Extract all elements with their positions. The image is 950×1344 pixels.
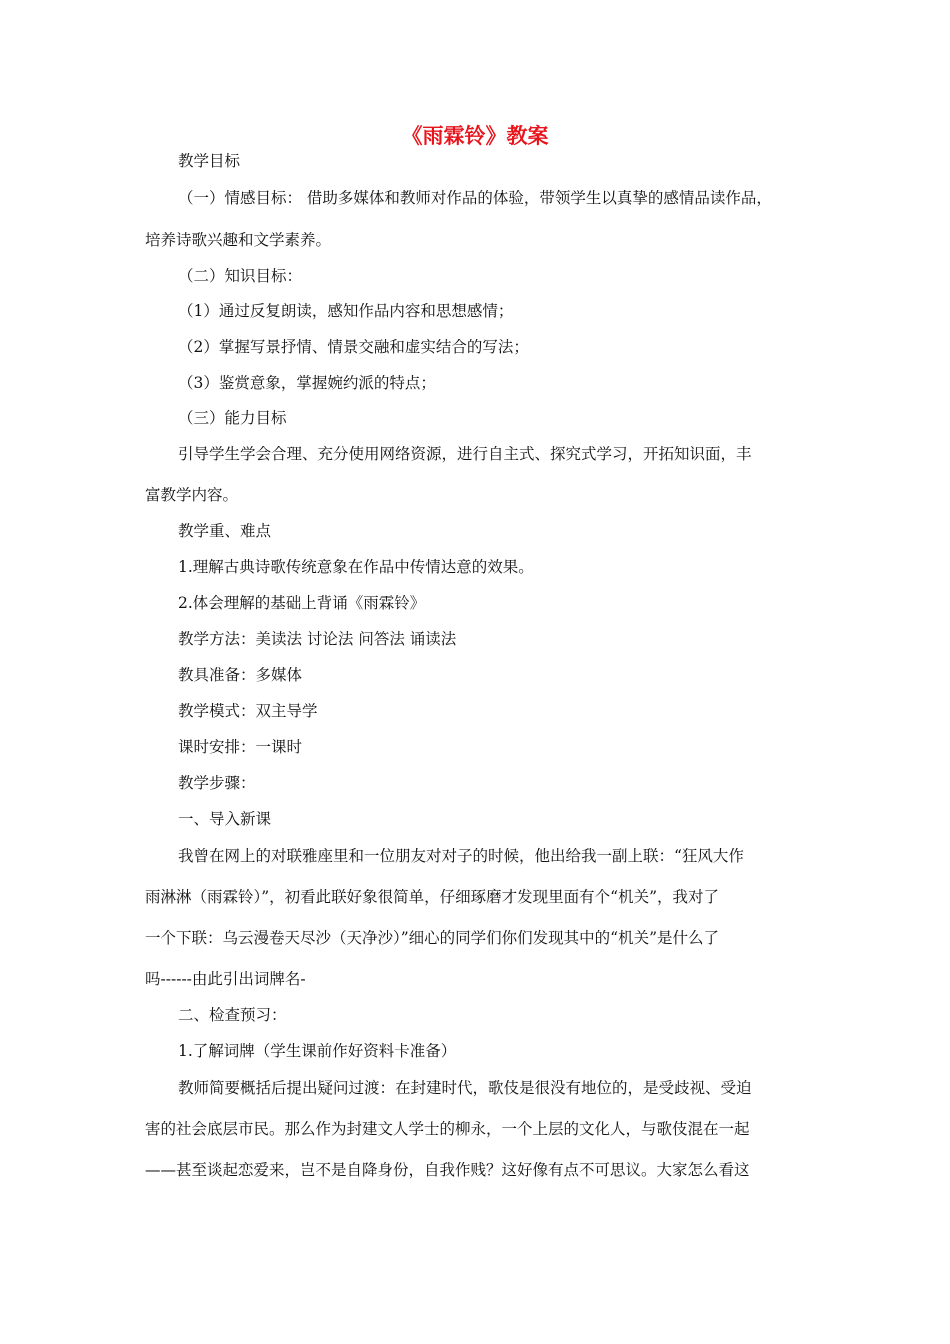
paragraph-line: 教师简要概括后提出疑问过渡：在封建时代，歌伎是很没有地位的，是受歧视、受迫 xyxy=(178,1079,752,1097)
heading-key-points: 教学重、难点 xyxy=(178,522,272,540)
paragraph-line: 害的社会底层市民。那么作为封建文人学士的柳永，一个上层的文化人，与歌伎混在一起 xyxy=(145,1120,750,1138)
paragraph-line: 课时安排：一课时 xyxy=(178,738,303,756)
section-heading: 一、导入新课 xyxy=(178,810,272,828)
paragraph-line: （3）鉴赏意象，掌握婉约派的特点； xyxy=(178,374,436,392)
paragraph-line: 1.了解词牌（学生课前作好资料卡准备） xyxy=(178,1042,457,1060)
paragraph-line: 引导学生学会合理、充分使用网络资源，进行自主式、探究式学习，开拓知识面，丰 xyxy=(178,445,752,463)
paragraph-line: 教具准备：多媒体 xyxy=(178,666,303,684)
paragraph-line: ——甚至谈起恋爱来，岂不是自降身份，自我作贱？这好像有点不可思议。大家怎么看这 xyxy=(145,1161,750,1179)
paragraph-line: 2.体会理解的基础上背诵《雨霖铃》 xyxy=(178,594,426,612)
paragraph-line: 富教学内容。 xyxy=(145,486,239,504)
paragraph-line: 1.理解古典诗歌传统意象在作品中传情达意的效果。 xyxy=(178,558,534,576)
paragraph-line: （一）情感目标： 借助多媒体和教师对作品的体验，带领学生以真挚的感情品读作品， xyxy=(178,189,772,207)
paragraph-line: 教学模式：双主导学 xyxy=(178,702,318,720)
paragraph-line: 吗------由此引出词牌名- xyxy=(145,970,306,988)
heading-teaching-steps: 教学步骤： xyxy=(178,774,256,792)
paragraph-line: （三）能力目标 xyxy=(178,409,287,427)
paragraph-line: 雨淋淋（雨霖铃）”，初看此联好象很简单，仔细琢磨才发现里面有个“机关”，我对了 xyxy=(145,888,720,906)
section-heading: 二、检查预习： xyxy=(178,1006,287,1024)
document-title: 《雨霖铃》教案 xyxy=(401,123,549,148)
paragraph-line: 一个下联：乌云漫卷天尽沙（天净沙）”细心的同学们你们发现其中的“机关”是什么了 xyxy=(145,929,720,947)
paragraph-line: 培养诗歌兴趣和文学素养。 xyxy=(145,231,332,249)
paragraph-line: （二）知识目标： xyxy=(178,267,303,285)
paragraph-line: 我曾在网上的对联雅座里和一位朋友对对子的时候，他出给我一副上联：“狂风大作 xyxy=(178,847,744,865)
paragraph-line: （2）掌握写景抒情、情景交融和虚实结合的写法； xyxy=(178,338,529,356)
paragraph-line: （1）通过反复朗读，感知作品内容和思想感情； xyxy=(178,302,514,320)
heading-teaching-goals: 教学目标 xyxy=(178,152,241,170)
paragraph-line: 教学方法：美读法 讨论法 问答法 诵读法 xyxy=(178,630,457,648)
